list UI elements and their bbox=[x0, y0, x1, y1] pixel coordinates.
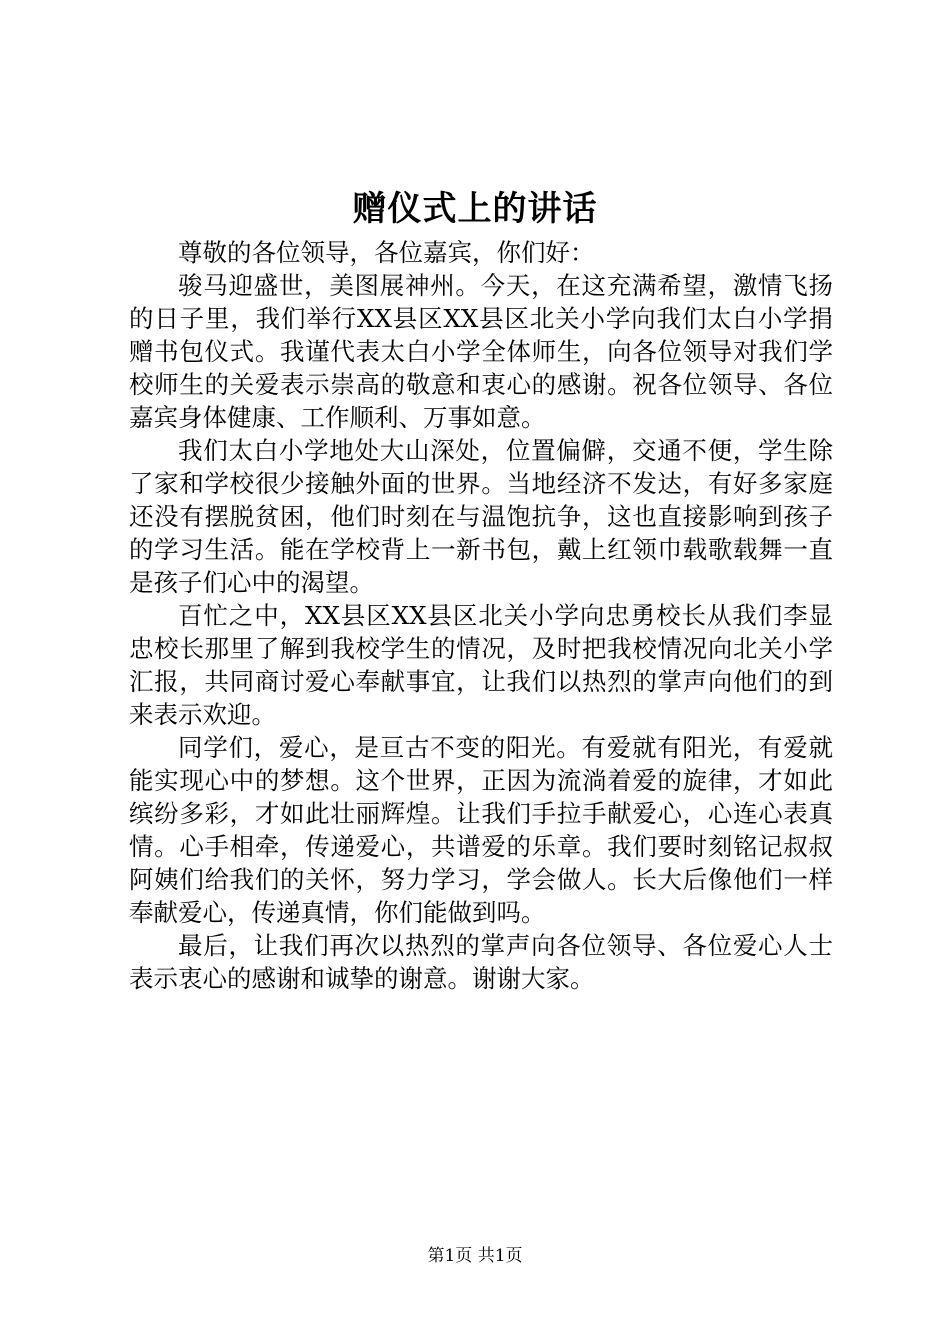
page-number-footer: 第1页 共1页 bbox=[427, 1246, 523, 1266]
document-title: 赠仪式上的讲话 bbox=[352, 189, 598, 229]
paragraph: 骏马迎盛世，美图展神州。今天，在这充满希望，激情飞扬的日子里，我们举行XX县区XX县区北关小学向我们太白小学捐赠书包仪式。我谨代表太白小学全体师生，向各位领导对我们学校师生的关爱表示崇高的敬意和衷心的感谢。祝各位领导、各位嘉宾身体健康、工作顺利、万事如意。 bbox=[129, 271, 833, 432]
paragraph: 我们太白小学地处大山深处，位置偏僻，交通不便，学生除了家和学校很少接触外面的世界。当地经济不发达，有好多家庭还没有摆脱贫困，他们时刻在与温饱抗争，这也直接影响到孩子的学习生活。能在学校背上一新书包，戴上红领巾载歌载舞一直是孩子们心中的渴望。 bbox=[129, 436, 833, 597]
closing-paragraph: 最后，让我们再次以热烈的掌声向各位领导、各位爱心人士表示衷心的感谢和诚挚的谢意。谢谢大家。 bbox=[129, 931, 833, 993]
greeting-paragraph: 尊敬的各位领导，各位嘉宾，你们好： bbox=[178, 238, 595, 267]
paragraph: 同学们，爱心，是亘古不变的阳光。有爱就有阳光，有爱就能实现心中的梦想。这个世界，正因为流淌着爱的旋律，才如此缤纷多彩，才如此壮丽辉煌。让我们手拉手献爱心，心连心表真情。心手相牵，传递爱心，共谱爱的乐章。我们要时刻铭记叔叔阿姨们给我们的关怀，努力学习，学会做人。长大后像他们一样奉献爱心，传递真情，你们能做到吗。 bbox=[129, 733, 833, 927]
document-body bbox=[129, 236, 833, 995]
paragraph: 百忙之中，XX县区XX县区北关小学向忠勇校长从我们李显忠校长那里了解到我校学生的情况，及时把我校情况向北关小学汇报，共同商讨爱心奉献事宜，让我们以热烈的掌声向他们的到来表示欢迎。 bbox=[129, 601, 833, 729]
